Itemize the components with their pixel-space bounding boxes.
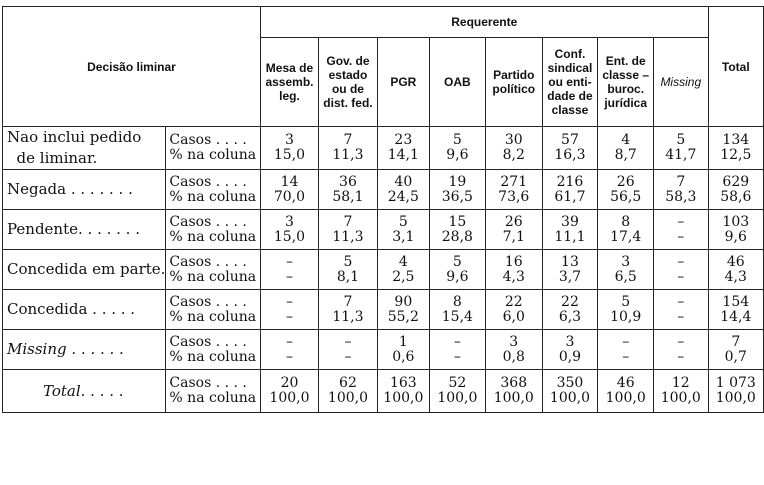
measure-label: Casos . . . . % na coluna (166, 330, 261, 370)
data-cell: – – (654, 210, 709, 250)
decision-table (2, 6, 764, 413)
data-cell: 5 41,7 (654, 127, 709, 170)
data-cell: – – (318, 330, 377, 370)
column-header: OAB (429, 38, 485, 127)
data-cell: 23 14,1 (377, 127, 429, 170)
group-header: Requerente (260, 7, 708, 38)
row-label: Pendente. . . . . . . (3, 210, 166, 250)
measure-label: Casos . . . . % na coluna (166, 170, 261, 210)
data-cell: 52 100,0 (429, 370, 485, 413)
data-cell: 30 8,2 (486, 127, 543, 170)
table-row (3, 290, 764, 330)
data-cell: – – (654, 250, 709, 290)
total-header: Total (708, 7, 763, 127)
data-cell: 154 14,4 (708, 290, 763, 330)
data-cell: 3 6,5 (598, 250, 654, 290)
data-cell: 39 11,1 (542, 210, 598, 250)
data-cell: 3 15,0 (260, 210, 318, 250)
column-header: Missing (654, 38, 709, 127)
data-cell: 1 0,6 (377, 330, 429, 370)
data-cell: 46 100,0 (598, 370, 654, 413)
row-label: Nao inclui pedido de liminar. (3, 127, 166, 170)
data-cell: 3 0,8 (486, 330, 543, 370)
table-row (3, 210, 764, 250)
data-cell: 4 8,7 (598, 127, 654, 170)
data-cell: 26 7,1 (486, 210, 543, 250)
data-cell: 15 28,8 (429, 210, 485, 250)
data-cell: 271 73,6 (486, 170, 543, 210)
data-cell: 5 9,6 (429, 250, 485, 290)
data-cell: 629 58,6 (708, 170, 763, 210)
row-label: Negada . . . . . . . (3, 170, 166, 210)
table-row (3, 250, 764, 290)
data-cell: 8 17,4 (598, 210, 654, 250)
row-label: Concedida . . . . . (3, 290, 166, 330)
data-cell: 90 55,2 (377, 290, 429, 330)
data-cell: – – (598, 330, 654, 370)
measure-label: Casos . . . . % na coluna (166, 210, 261, 250)
data-cell: 350 100,0 (542, 370, 598, 413)
data-cell: – – (654, 290, 709, 330)
row-label: Concedida em parte. (3, 250, 166, 290)
measure-label: Casos . . . . % na coluna (166, 290, 261, 330)
data-cell: 36 58,1 (318, 170, 377, 210)
data-cell: – – (260, 290, 318, 330)
data-cell: 7 58,3 (654, 170, 709, 210)
data-cell: 5 9,6 (429, 127, 485, 170)
row-label: Total. . . . . (3, 370, 166, 413)
column-header: Partido político (486, 38, 543, 127)
table-row (3, 170, 764, 210)
data-cell: 19 36,5 (429, 170, 485, 210)
row-header: Decisão liminar (3, 7, 261, 127)
data-cell: – – (260, 250, 318, 290)
data-cell: 40 24,5 (377, 170, 429, 210)
data-cell: 12 100,0 (654, 370, 709, 413)
column-header: PGR (377, 38, 429, 127)
column-header: Gov. de estado ou de dist. fed. (318, 38, 377, 127)
column-header: Conf. sindical ou enti- dade de classe (542, 38, 598, 127)
data-cell: 4 2,5 (377, 250, 429, 290)
data-cell: 22 6,3 (542, 290, 598, 330)
data-cell: – – (654, 330, 709, 370)
data-cell: 5 10,9 (598, 290, 654, 330)
data-cell: 5 3,1 (377, 210, 429, 250)
measure-label: Casos . . . . % na coluna (166, 250, 261, 290)
data-cell: 8 15,4 (429, 290, 485, 330)
data-cell: 22 6,0 (486, 290, 543, 330)
data-cell: – – (260, 330, 318, 370)
data-cell: 26 56,5 (598, 170, 654, 210)
data-cell: 7 0,7 (708, 330, 763, 370)
data-cell: 7 11,3 (318, 127, 377, 170)
data-cell: 5 8,1 (318, 250, 377, 290)
data-cell: 14 70,0 (260, 170, 318, 210)
data-cell: 7 11,3 (318, 210, 377, 250)
data-cell: 134 12,5 (708, 127, 763, 170)
measure-label: Casos . . . . % na coluna (166, 127, 261, 170)
data-cell: 163 100,0 (377, 370, 429, 413)
data-cell: 103 9,6 (708, 210, 763, 250)
column-header: Mesa de assemb. leg. (260, 38, 318, 127)
data-cell: 62 100,0 (318, 370, 377, 413)
data-cell: 368 100,0 (486, 370, 543, 413)
data-cell: 7 11,3 (318, 290, 377, 330)
data-cell: 3 0,9 (542, 330, 598, 370)
data-cell: 46 4,3 (708, 250, 763, 290)
column-header: Ent. de classe – buroc. jurídica (598, 38, 654, 127)
data-cell: 16 4,3 (486, 250, 543, 290)
table-row (3, 330, 764, 370)
data-cell: 216 61,7 (542, 170, 598, 210)
measure-label: Casos . . . . % na coluna (166, 370, 261, 413)
data-cell: 13 3,7 (542, 250, 598, 290)
data-cell: 1 073 100,0 (708, 370, 763, 413)
table-row (3, 127, 764, 170)
data-cell: 57 16,3 (542, 127, 598, 170)
table-row (3, 370, 764, 413)
data-cell: – – (429, 330, 485, 370)
row-label: Missing . . . . . . (3, 330, 166, 370)
data-cell: 3 15,0 (260, 127, 318, 170)
data-cell: 20 100,0 (260, 370, 318, 413)
